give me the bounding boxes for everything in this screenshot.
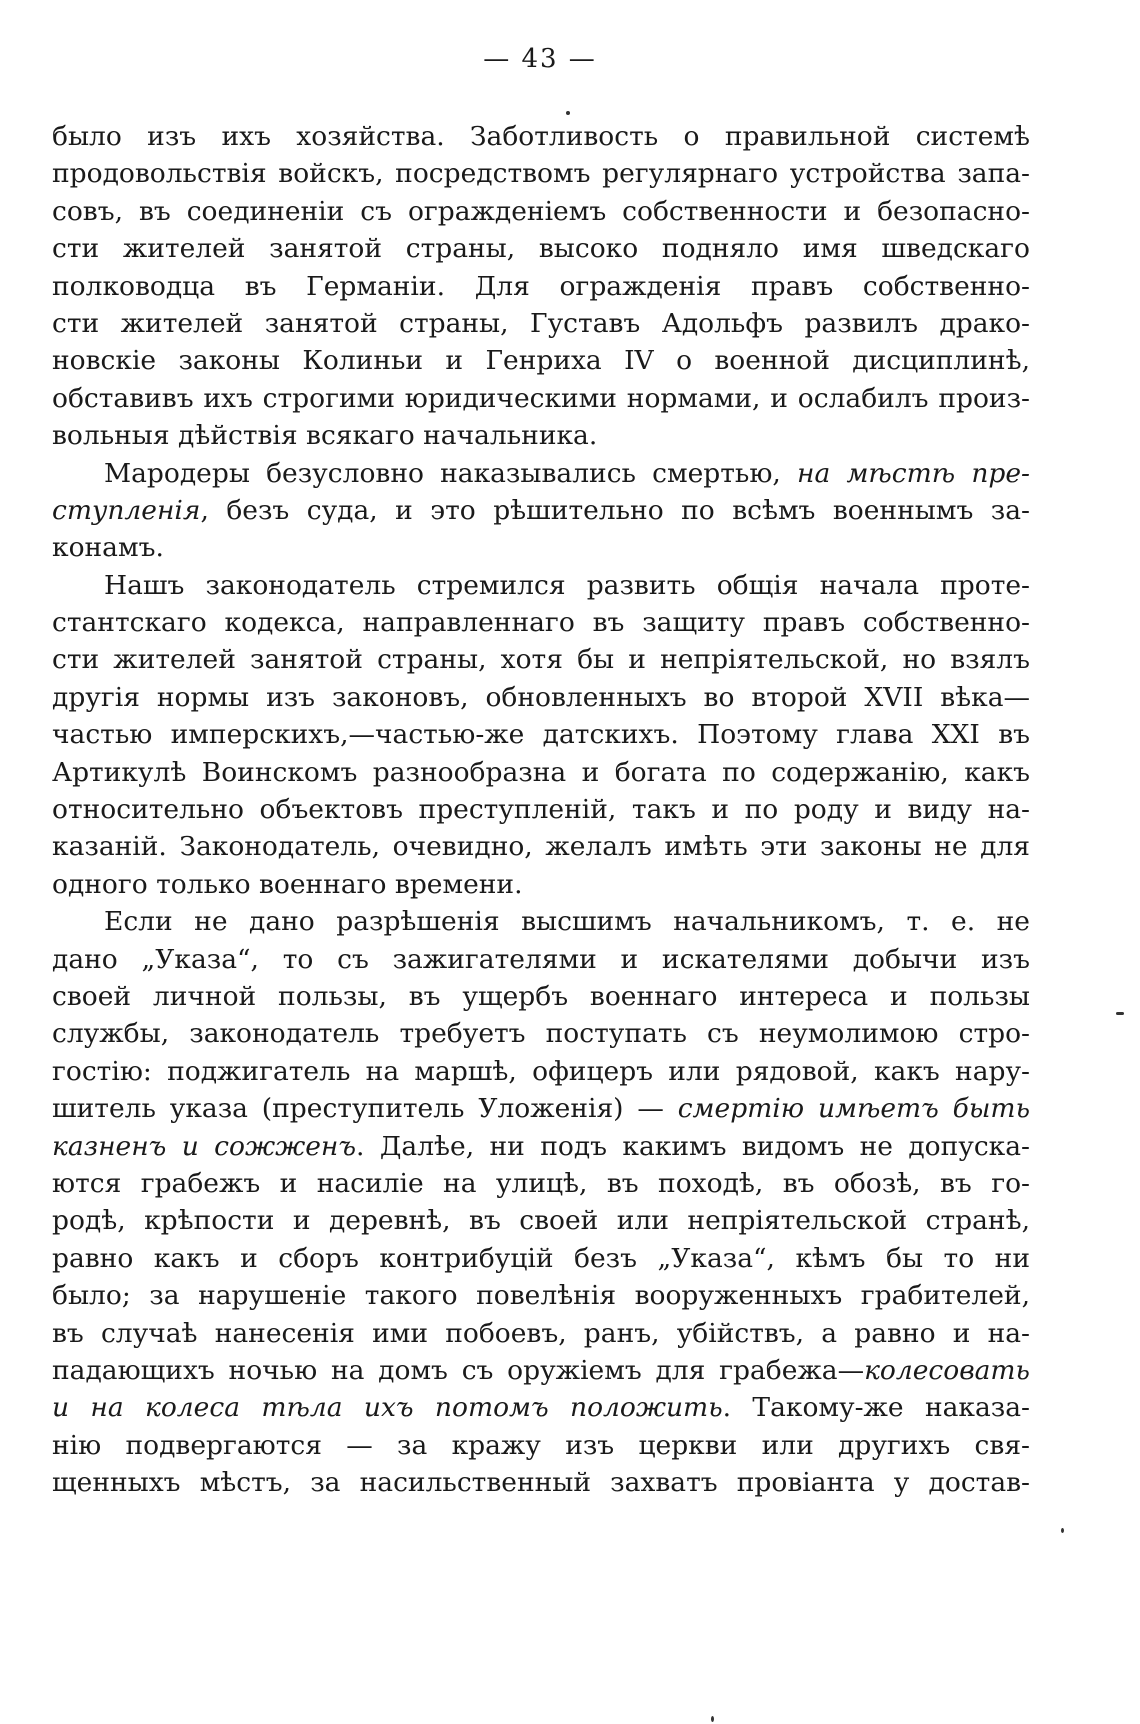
line-text: было изъ ихъ хозяйства. Заботливость о правильной системѣ bbox=[52, 121, 1030, 152]
line-text: равно какъ и сборъ контрибуцій безъ „Указа“, кѣмъ бы то ни bbox=[52, 1242, 1030, 1274]
line-text: щенныхъ мѣстъ, за насильственный захватъ провіанта у достав- bbox=[52, 1467, 1030, 1499]
line-text: . Такому-же наказа- bbox=[722, 1392, 1030, 1424]
text-line bbox=[52, 679, 1030, 716]
text-line bbox=[52, 641, 1030, 678]
line-text: своей личной пользы, въ ущербъ военнаго интереса и пользы bbox=[52, 980, 1030, 1012]
text-line bbox=[52, 1315, 1030, 1352]
text-line bbox=[52, 1240, 1030, 1277]
line-text: Если не дано разрѣшенія высшимъ начальникомъ, т. е. не bbox=[104, 906, 1030, 938]
text-line bbox=[52, 978, 1030, 1015]
text-line bbox=[52, 380, 1030, 417]
italic-text: на мѣстѣ пре- bbox=[797, 457, 1030, 489]
body-text bbox=[52, 118, 1030, 1501]
line-text: Мародеры безусловно наказывались смертью, bbox=[104, 457, 798, 489]
print-speck bbox=[711, 1716, 714, 1722]
line-text: конамъ. bbox=[52, 532, 164, 564]
line-text: сти жителей занятой страны, Густавъ Адольфъ развилъ драко- bbox=[52, 307, 1030, 339]
line-text: Нашъ законодатель стремился развить общія начала проте- bbox=[104, 569, 1030, 601]
print-speck bbox=[1061, 1528, 1064, 1533]
text-line bbox=[52, 1165, 1030, 1202]
italic-text: смертію имѣетъ быть bbox=[677, 1093, 1030, 1125]
text-line bbox=[52, 342, 1030, 379]
line-text: полководца въ Германіи. Для огражденія правъ собственно- bbox=[52, 270, 1030, 302]
text-line bbox=[52, 754, 1030, 791]
text-line bbox=[52, 791, 1030, 828]
italic-text: ступленія bbox=[52, 494, 201, 526]
line-text: другія нормы изъ законовъ, обновленныхъ во второй XVII вѣка— bbox=[52, 681, 1030, 713]
line-text: продовольствія войскъ, посредствомъ регулярнаго устройства запа- bbox=[52, 158, 1030, 190]
print-speck bbox=[566, 111, 570, 115]
text-line bbox=[52, 1464, 1030, 1501]
text-line bbox=[52, 604, 1030, 641]
text-line bbox=[52, 1277, 1030, 1314]
line-text: одного только военнаго времени. bbox=[52, 868, 523, 900]
page-number: — 43 — bbox=[483, 44, 597, 74]
text-line bbox=[52, 529, 1030, 566]
print-speck bbox=[1116, 1012, 1124, 1015]
line-text: обставивъ ихъ строгими юридическими нормами, и ослабилъ произ- bbox=[52, 382, 1030, 414]
line-text: частью имперскихъ,—частью-же датскихъ. Поэтому глава XXI въ bbox=[52, 719, 1030, 751]
text-line bbox=[52, 417, 1030, 454]
line-text: шитель указа (преступитель Уложенія) — bbox=[52, 1093, 678, 1125]
text-line bbox=[52, 567, 1030, 604]
line-text: дано „Указа“, то съ зажигателями и искателями добычи изъ bbox=[52, 943, 1030, 975]
text-line bbox=[52, 866, 1030, 903]
text-line bbox=[52, 305, 1030, 342]
line-text: въ случаѣ нанесенія ими побоевъ, ранъ, убійствъ, а равно и на- bbox=[52, 1317, 1030, 1349]
line-text: казаній. Законодатель, очевидно, желалъ имѣть эти законы не для bbox=[52, 831, 1030, 863]
text-line bbox=[52, 155, 1030, 192]
line-text: службы, законодатель требуетъ поступать съ неумолимою стро- bbox=[52, 1018, 1030, 1050]
italic-text: колесовать bbox=[864, 1354, 1030, 1386]
line-text: ются грабежъ и насиліе на улицѣ, въ походѣ, въ обозѣ, въ го- bbox=[52, 1167, 1030, 1199]
text-line bbox=[52, 1128, 1030, 1165]
line-text: совъ, въ соединеніи съ огражденіемъ собственности и безопасно- bbox=[52, 195, 1030, 227]
line-text: было; за нарушеніе такого повелѣнія вооруженныхъ грабителей, bbox=[52, 1280, 1030, 1312]
text-line bbox=[52, 268, 1030, 305]
text-line bbox=[52, 828, 1030, 865]
line-text: вольныя дѣйствія всякаго начальника. bbox=[52, 420, 598, 452]
text-line bbox=[52, 118, 1030, 155]
line-text: . Далѣе, ни подъ какимъ видомъ не допуска- bbox=[356, 1130, 1030, 1162]
text-line bbox=[52, 1389, 1030, 1426]
line-text: стантскаго кодекса, направленнаго въ защиту правъ собственно- bbox=[52, 607, 1030, 639]
line-text: Артикулѣ Воинскомъ разнообразна и богата по содержанію, какъ bbox=[52, 756, 1030, 788]
line-text: нію подвергаются — за кражу изъ церкви или другихъ свя- bbox=[52, 1429, 1030, 1461]
text-line bbox=[52, 1053, 1030, 1090]
line-text: сти жителей занятой страны, высоко подняло имя шведскаго bbox=[52, 233, 1030, 265]
italic-text: казненъ и сожженъ bbox=[52, 1130, 357, 1162]
text-line bbox=[52, 455, 1030, 492]
text-line bbox=[52, 941, 1030, 978]
line-text: родѣ, крѣпости и деревнѣ, въ своей или непріятельской странѣ, bbox=[52, 1205, 1030, 1237]
line-text: , безъ суда, и это рѣшительно по всѣмъ военнымъ за- bbox=[200, 494, 1030, 526]
text-line bbox=[52, 716, 1030, 753]
text-line bbox=[52, 1015, 1030, 1052]
text-line bbox=[52, 1202, 1030, 1239]
line-text: новскіе законы Колиньи и Генриха IV о военной дисциплинѣ, bbox=[52, 345, 1030, 377]
text-line bbox=[52, 1427, 1030, 1464]
text-line bbox=[52, 1352, 1030, 1389]
text-line bbox=[52, 230, 1030, 267]
text-line bbox=[52, 193, 1030, 230]
text-line bbox=[52, 1090, 1030, 1127]
line-text: относительно объектовъ преступленій, такъ и по роду и виду на- bbox=[52, 794, 1030, 826]
line-text: падающихъ ночью на домъ съ оружіемъ для грабежа— bbox=[52, 1354, 865, 1386]
text-line bbox=[52, 492, 1030, 529]
italic-text: и на колеса тѣла ихъ потомъ положить bbox=[52, 1392, 723, 1424]
line-text: гостію: поджигатель на маршѣ, офицеръ или рядовой, какъ нару- bbox=[52, 1055, 1030, 1087]
text-line bbox=[52, 903, 1030, 940]
line-text: сти жителей занятой страны, хотя бы и непріятельской, но взялъ bbox=[52, 644, 1030, 676]
